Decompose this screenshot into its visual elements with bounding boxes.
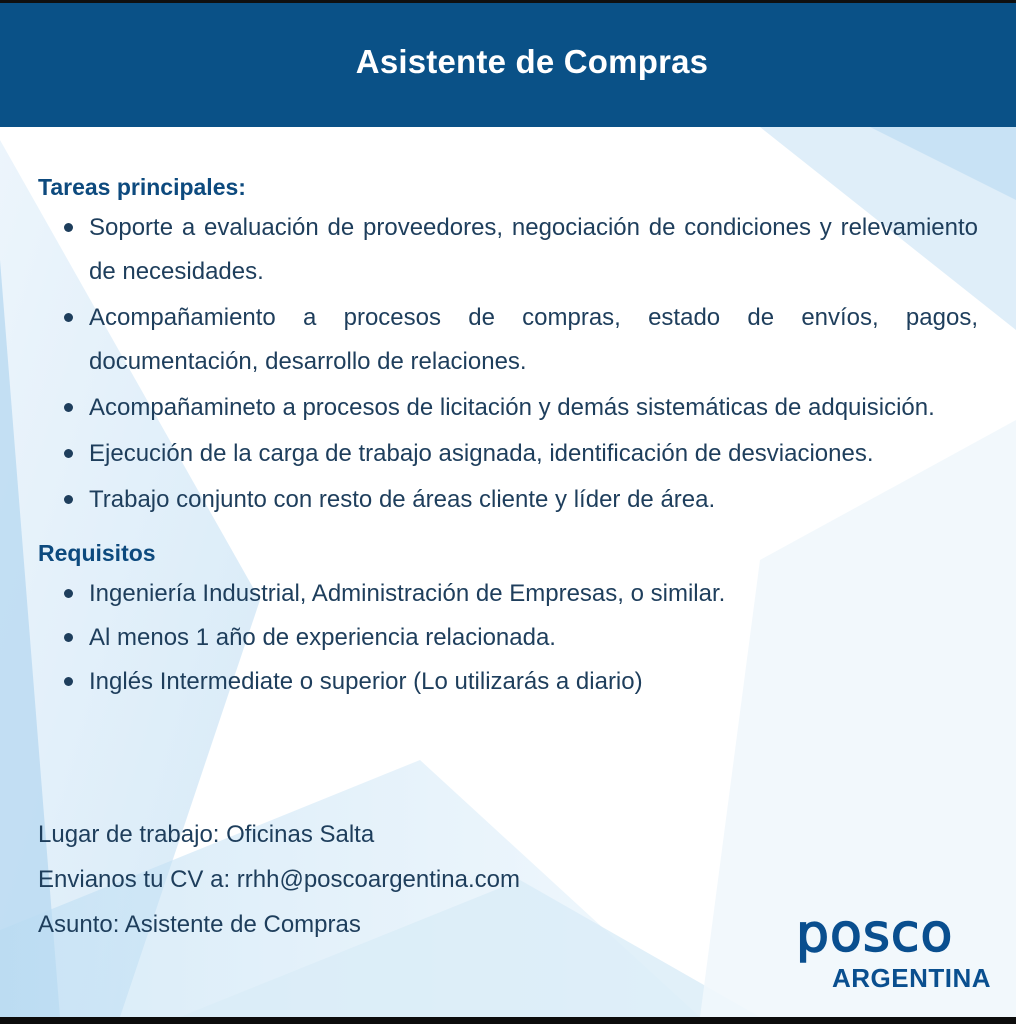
list-item: [38, 572, 978, 616]
main-content: [38, 168, 978, 704]
header-band: [0, 3, 1016, 127]
list-item: [38, 386, 978, 430]
list-item-text: Acompañamiento a procesos de compras, estado de envíos, pagos, documentación, desarrollo de relaciones.: [89, 304, 978, 375]
tareas-section: [38, 168, 978, 522]
list-item: [38, 432, 978, 476]
list-item: [38, 660, 978, 704]
list-item: [38, 478, 978, 522]
bullet-icon: [64, 633, 73, 642]
list-item: [38, 296, 978, 384]
bullet-icon: [64, 449, 73, 458]
cv-email: Envianos tu CV a: rrhh@poscoargentina.com: [38, 866, 520, 893]
list-item-text: Acompañamineto a procesos de licitación y demás sistemáticas de adquisición.: [89, 394, 935, 421]
list-item-text: Ejecución de la carga de trabajo asignada, identificación de desviaciones.: [89, 440, 874, 467]
work-location: Lugar de trabajo: Oficinas Salta: [38, 821, 375, 848]
logo-subtitle: ARGENTINA: [832, 963, 992, 993]
tareas-list: [38, 206, 978, 522]
list-item: [38, 616, 978, 660]
logo-wordmark: posco: [796, 904, 954, 964]
bullet-icon: [64, 495, 73, 504]
bullet-icon: [64, 403, 73, 412]
bullet-icon: [64, 223, 73, 232]
contact-block: [38, 812, 520, 947]
list-item-text: Trabajo conjunto con resto de áreas cliente y líder de área.: [89, 486, 716, 513]
list-item-text: Inglés Intermediate o superior (Lo utilizarás a diario): [89, 668, 643, 695]
bullet-icon: [64, 313, 73, 322]
list-item-text: Al menos 1 año de experiencia relacionada.: [89, 624, 556, 651]
bullet-icon: [64, 589, 73, 598]
requisitos-list: [38, 572, 978, 704]
tareas-heading: Tareas principales:: [38, 174, 246, 200]
page-title: Asistente de Compras: [355, 43, 709, 80]
bullet-icon: [64, 677, 73, 686]
requisitos-heading: Requisitos: [38, 540, 156, 566]
posco-logo: [792, 906, 1002, 996]
email-subject: Asunto: Asistente de Compras: [38, 911, 361, 938]
list-item-text: Ingeniería Industrial, Administración de Empresas, o similar.: [89, 580, 726, 607]
list-item: [38, 206, 978, 294]
list-item-text: Soporte a evaluación de proveedores, negociación de condiciones y relevamiento de necesidades.: [89, 214, 978, 285]
requisitos-section: [38, 534, 978, 704]
